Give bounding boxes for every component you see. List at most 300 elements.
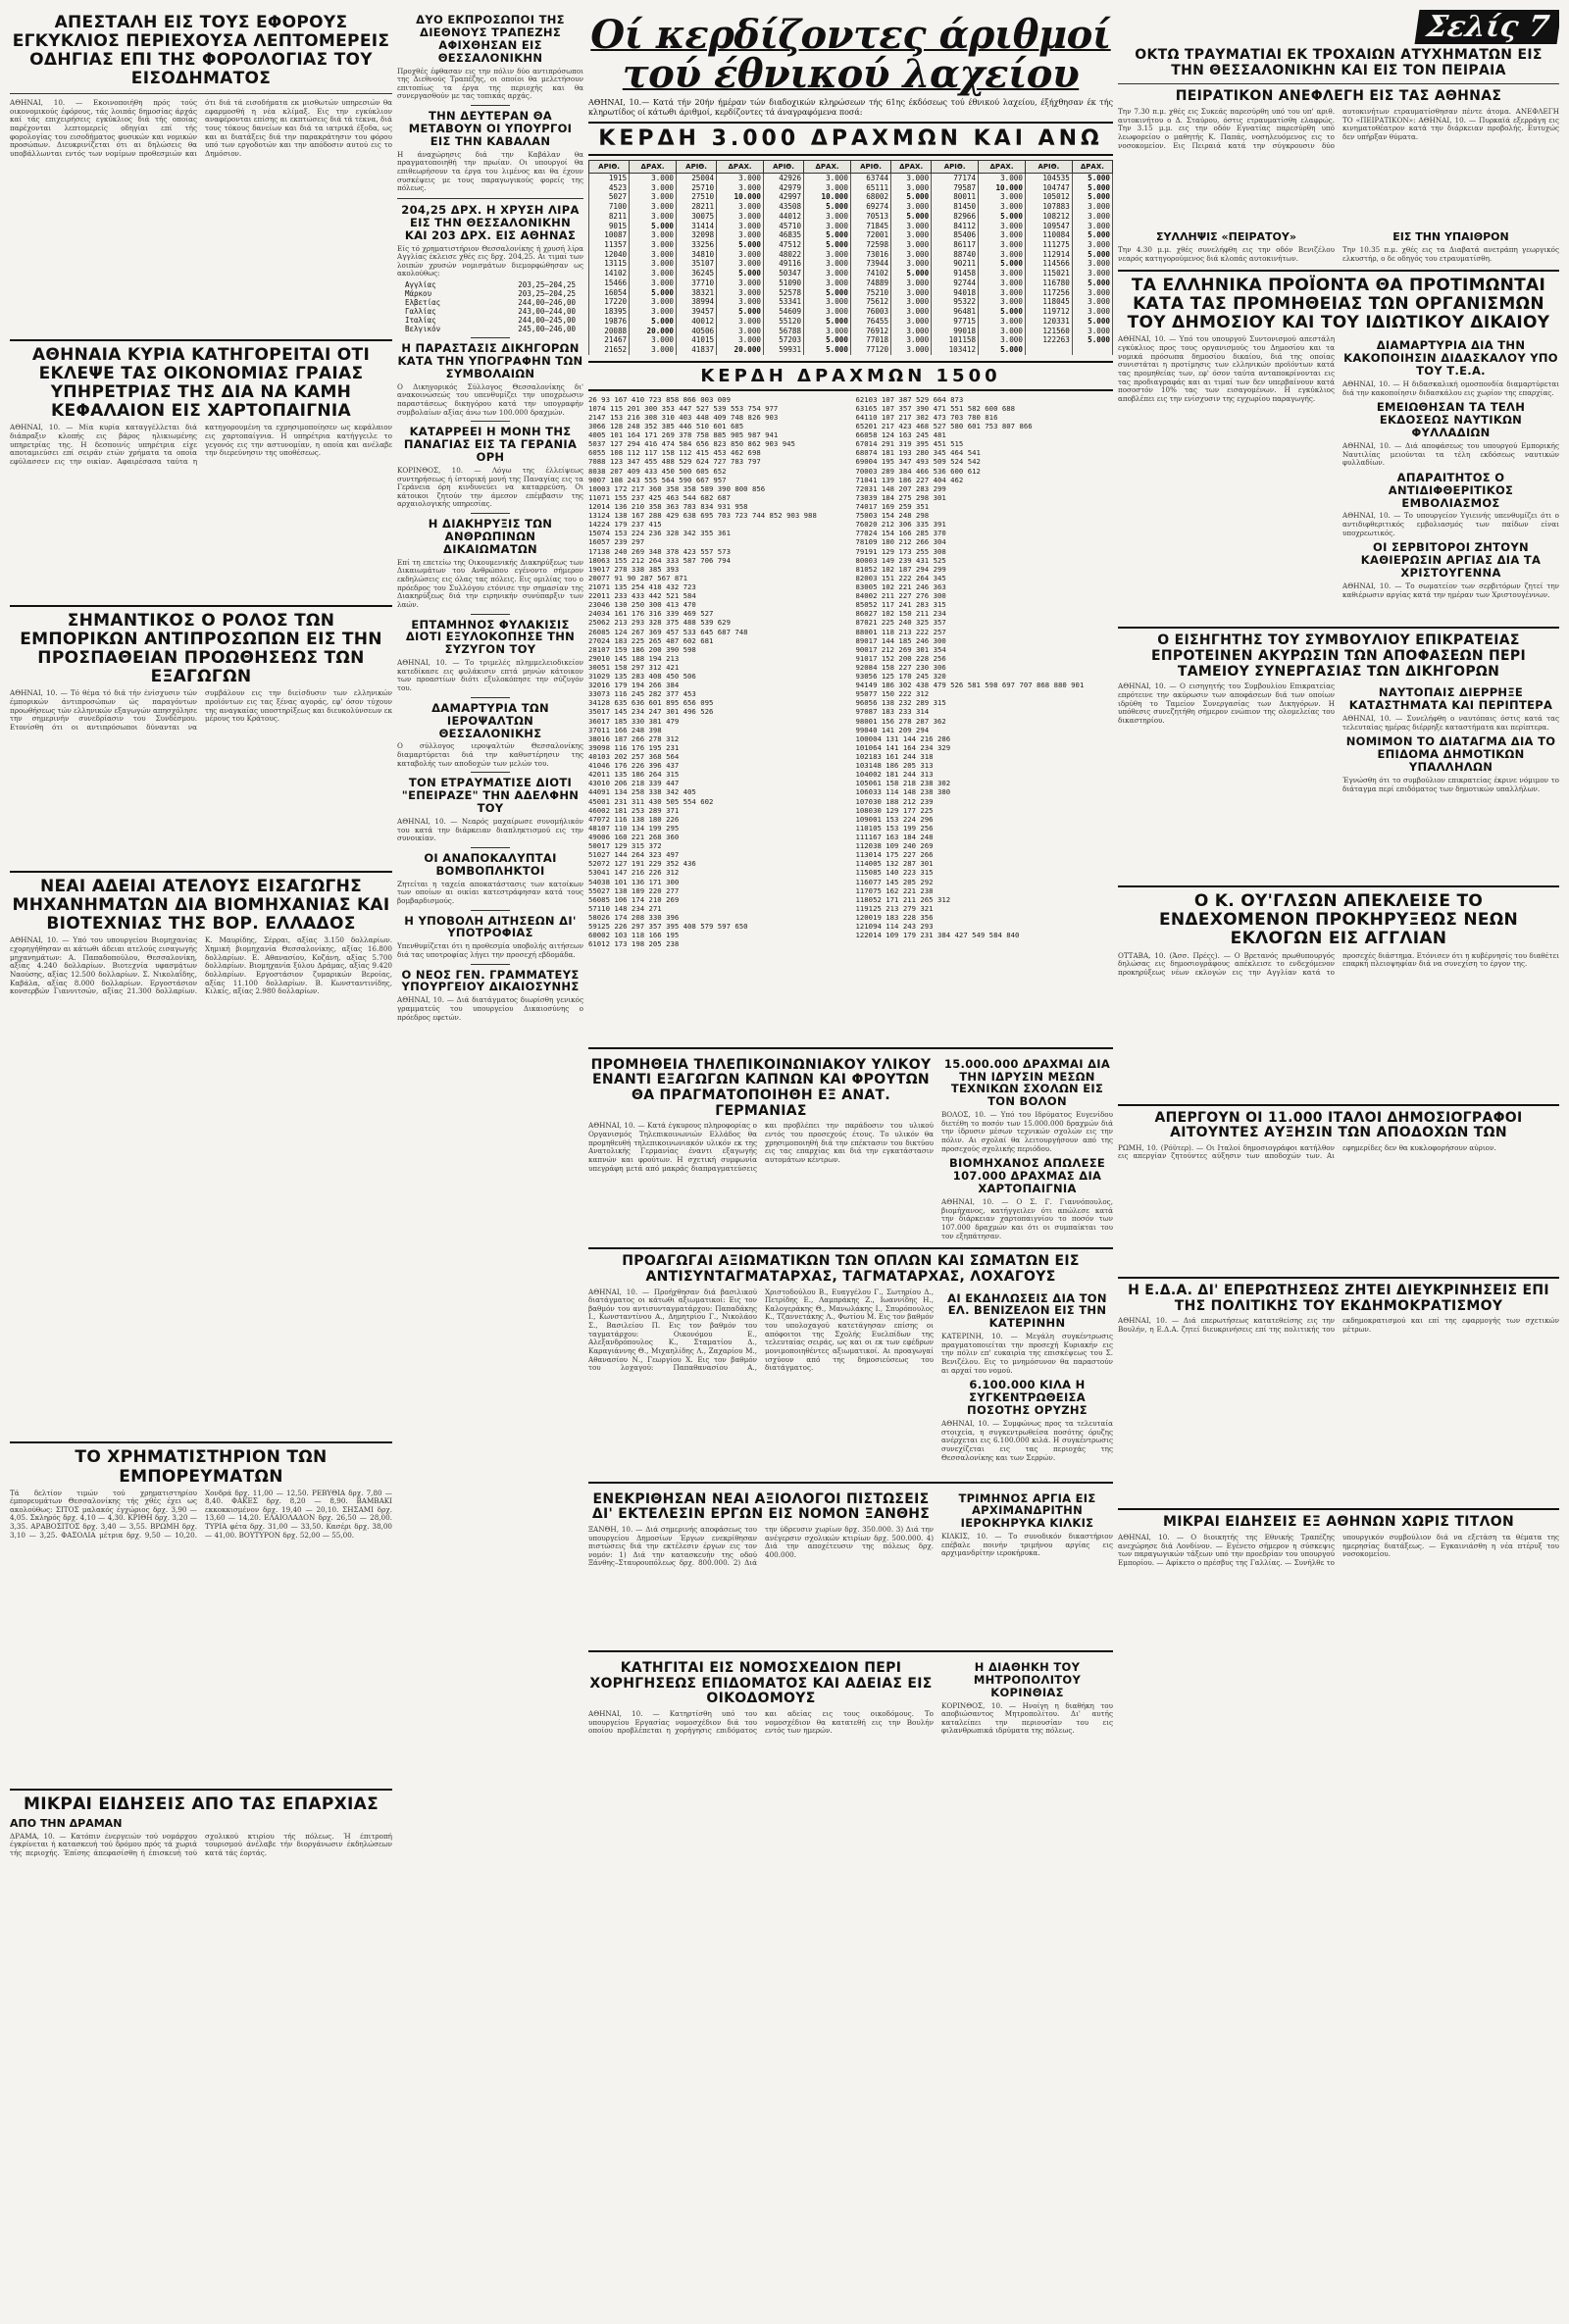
lottery-masthead: Οί κερδίζοντες άριθμοί τού έθνικού λαχείου <box>590 12 1111 97</box>
ticket-number: 120331 <box>1025 317 1072 327</box>
prize-amount: 5.000 <box>804 230 851 240</box>
ticket-number: 31414 <box>676 222 716 231</box>
ticket-number: 114566 <box>1025 259 1072 269</box>
ticket-number: 40506 <box>676 327 716 336</box>
ticket-number: 65111 <box>850 183 890 193</box>
gold-price-row <box>405 307 576 316</box>
prize-number-line: 78109 180 212 266 304 <box>855 537 946 547</box>
prize-amount: 10.000 <box>979 183 1026 193</box>
prize-amount: 3.000 <box>630 183 677 193</box>
ticket-number: 32098 <box>676 230 716 240</box>
ticket-number: 77018 <box>850 335 890 345</box>
ticket-number: 97715 <box>932 317 979 327</box>
prize-amount: 3.000 <box>717 183 764 193</box>
prize-amount: 3.000 <box>979 335 1026 345</box>
article-teacher-protest: ΑΘΗΝΑΙ, 10. — Η διδασκαλική ομοσπονδία διαμαρτύρεται διά την κακοποίησιν διδασκάλου εις χωρίον της επαρχίας. <box>1342 379 1559 397</box>
prize-number-line: 115085 140 223 315 <box>855 868 934 878</box>
prize-number-line: 108030 129 177 225 <box>855 805 934 815</box>
ticket-number: 43508 <box>763 202 803 212</box>
ticket-number: 48022 <box>763 250 803 260</box>
prize-number-line: 41046 176 226 396 437 <box>588 761 680 771</box>
prize-number-line: 79191 129 173 255 308 <box>855 546 946 556</box>
ticket-number: 104747 <box>1025 183 1072 193</box>
prize-number-line: 3066 128 248 352 385 446 510 601 685 <box>588 421 744 430</box>
ticket-number <box>1025 345 1072 355</box>
headline-builders-bill: ΚΑΤΗΓΙΤΑΙ ΕΙΣ ΝΟΜΟΣΧΕΔΙΟΝ ΠΕΡΙ ΧΟΡΗΓΗΣΕΩΣ ΕΠΙΔΟΜΑΤΟΣ ΚΑΙ ΑΔΕΙΑΣ ΕΙΣ ΟΙΚΟΔΟΜΟΥΣ <box>589 1659 933 1707</box>
prize-table-row <box>589 212 1113 222</box>
ticket-number: 47512 <box>763 240 803 250</box>
prize-table-row <box>589 327 1113 336</box>
headline-uk-elections: Ο Κ. ΟΥ'ΓΛΣΩΝ ΑΠΕΚΛΕΙΣΕ ΤΟ ΕΝΔΕΧΟΜΕΝΟΝ ΠΡΟΚΗΡΥΞΕΩΣ ΝΕΩΝ ΕΚΛΟΓΩΝ ΕΙΣ ΑΓΓΛΙΑΝ <box>1158 891 1519 949</box>
coin-price: 244,00—245,00 <box>518 316 576 326</box>
page-number-logo: Σελίς 7 <box>1415 10 1559 44</box>
prize-amount: 5.000 <box>804 240 851 250</box>
prize-amount: 3.000 <box>630 269 677 278</box>
ticket-number: 71845 <box>850 222 890 231</box>
prize-number-line: 53041 147 216 226 312 <box>588 868 680 878</box>
prize-number-line: 54038 101 136 171 300 <box>588 877 680 886</box>
prize-band-1500: ΚΕΡΔΗ ΔΡΑΧΜΩΝ 1500 <box>588 361 1113 391</box>
prize-amount: 3.000 <box>891 307 932 317</box>
prize-number-line: 103148 186 205 313 <box>855 761 934 771</box>
prize-number-line: 111167 163 184 248 <box>855 833 934 842</box>
prize-amount: 5.000 <box>717 269 764 278</box>
prize-number-line: 64110 107 217 302 473 703 780 816 <box>855 412 998 422</box>
prize-amount: 3.000 <box>891 345 932 355</box>
ticket-number: 80011 <box>932 192 979 202</box>
prize-table-header: ΑΡΙΘ. <box>932 161 979 174</box>
prize-amount: 3.000 <box>979 250 1026 260</box>
article-council-of-state: ΑΘΗΝΑΙ, 10. — Ο εισηγητής του Συμβουλίου Επικρατείας επρότεινε την ακύρωσιν των αποφάσεων διά των οποίων ιδρύθη το Ταμείον Συνεργασίας των Δικηγόρων. Η υπόθεσις συνεζητήθη σήμερον ενώπιον της ολομελείας του δικαστηρίου. <box>1118 682 1335 725</box>
ticket-number: 88740 <box>932 250 979 260</box>
headline-commercial-agents: ΣΗΜΑΝΤΙΚΟΣ Ο ΡΟΛΟΣ ΤΩΝ ΕΜΠΟΡΙΚΩΝ ΑΝΤΙΠΡΟΣΩΠΩΝ ΕΙΣ ΤΗΝ ΠΡΟΣΠΑΘΕΙΑΝ ΠΡΟΩΘΗΣΕΩΣ ΤΩΝ ΕΞΑΓΩΓΩΝ <box>20 611 382 687</box>
prize-amount: 5.000 <box>804 202 851 212</box>
ticket-number: 72598 <box>850 240 890 250</box>
prize-number-line: 5037 127 294 416 474 584 656 823 850 862 903 945 <box>588 439 795 449</box>
coin-price: 245,00—246,00 <box>518 325 576 334</box>
article-bomb-victims: Ζητείται η ταχεία αποκατάστασις των κατοίκων των οποίων αι οικίαι κατεστράφησαν κατά τους βομβαρδισμούς. <box>397 879 583 905</box>
headline-industrialist-cards: ΒΙΟΜΗΧΑΝΟΣ ΑΠΩΛΕΣΕ 107.000 ΔΡΑΧΜΑΣ ΔΙΑ ΧΑΡΤΟΠΑΙΓΝΙΑ <box>948 1156 1106 1196</box>
coin-name: Αγγλίας <box>405 280 436 290</box>
prize-number-line: 58026 174 208 330 396 <box>588 913 680 922</box>
prize-table-row <box>589 250 1113 260</box>
ticket-number: 44012 <box>763 212 803 222</box>
prize-number-line: 9007 108 243 555 564 590 667 957 <box>588 475 727 484</box>
prize-number-line: 19017 278 338 385 393 <box>588 564 680 574</box>
prize-number-line: 84002 211 227 276 300 <box>855 591 946 601</box>
prize-amount: 3.000 <box>891 250 932 260</box>
prize-number-line: 30051 158 297 312 421 <box>588 662 680 672</box>
ticket-number: 84112 <box>932 222 979 231</box>
prize-amount: 5.000 <box>979 259 1026 269</box>
ticket-number: 119712 <box>1025 307 1072 317</box>
prize-amount: 3.000 <box>630 307 677 317</box>
headline-cantors: ΔΑΜΑΡΤΥΡΙΑ ΤΩΝ ΙΕΡΟΨΑΛΤΩΝ ΘΕΣΣΑΛΟΝΙΚΗΣ <box>431 700 549 740</box>
ticket-number: 30075 <box>676 212 716 222</box>
prize-number-line: 66058 124 163 245 481 <box>855 430 946 440</box>
ticket-number: 96481 <box>932 307 979 317</box>
article-eda-interpellation: ΑΘΗΝΑΙ, 10. — Διά επερωτήσεως κατατεθείσης εις την Βουλήν, η Ε.Δ.Α. ζητεί διευκρινήσεις επί της πολιτικής του εκδημοκρατισμού και επί της εφαρμογής των σχετικών μέτρων. <box>1118 1317 1559 1334</box>
article-traffic-accidents: Την 7.30 π.μ. χθές εις Συκεάς παρεσύρθη υπό του υπ' αριθ. αυτοκινήτου ο Δ. Σταύρου, όστις ετραυματίσθη ελαφρώς. Την 3.15 μ.μ. εις την οδόν Εγνατίας παρεσύρθη υπό λεωφορείου ο μαθητής Κ. Παπάς, νοσηλευόμενος εις το νοσοκομείον. Εις Πειραιά κατά την σύγκρουσιν δύο αυτοκινήτων ετραυματίσθησαν πέντε άτομα. ΑΝΕΦΛΕΓΗ ΤΟ «ΠΕΙΡΑΤΙΚΟΝ»: ΑΘΗΝΑΙ, 10. — Πυρκαϊά εξερράγη εις κινηματοθέατρον κατά την διάρκειαν προβολής. Ευτυχώς δεν υπήρξαν θύματα. <box>1118 108 1559 150</box>
prize-amount: 3.000 <box>804 222 851 231</box>
article-monastery: ΚΟΡΙΝΘΟΣ, 10. — Λόγω της έλλείψεως συντηρήσεως ή ίστορική μονή της Παναγίας εις τα Γεράνεια όρη κινδυνεύει να καταρρεύση. Οι κάτοικοι ζητούν την άμεσον επέμβασιν της αρχαιολογικής υπηρεσίας. <box>397 465 583 509</box>
prize-amount: 3.000 <box>717 174 764 183</box>
prize-number-line: 26 93 167 410 723 858 866 003 009 <box>588 394 731 404</box>
prize-table-row <box>589 192 1113 202</box>
ticket-number: 13115 <box>589 259 630 269</box>
article-municipal-allowance: Έγνώσθη ότι το συμβούλιον επικρατείας έκρινε νόμιμον το διάταγμα περί επιδόματος των δημοτικών υπαλλήλων. <box>1342 776 1559 793</box>
prize-table-row <box>589 335 1113 345</box>
prize-number-line: 109001 153 224 296 <box>855 814 934 824</box>
ticket-number: 85406 <box>932 230 979 240</box>
prize-number-line: 56085 106 174 210 269 <box>588 894 680 904</box>
prize-amount: 3.000 <box>804 278 851 288</box>
article-waiters: ΑΘΗΝΑΙ, 10. — Το σωματείον των σερβιτόρων ζητεί την καθιέρωσιν αργίας κατά την ημέραν των Χριστουγέννων. <box>1342 581 1559 599</box>
prize-number-line: 17138 240 269 348 378 423 557 573 <box>588 546 731 556</box>
prize-amount: 3.000 <box>891 202 932 212</box>
headline-council-of-state: Ο ΕΙΣΗΓΗΤΗΣ ΤΟΥ ΣΥΜΒΟΥΛΙΟΥ ΕΠΙΚΡΑΤΕΙΑΣ ΕΠΡΟΤΕΙΝΕΝ ΑΚΥΡΩΣΙΝ ΤΩΝ ΑΠΟΦΑΣΕΩΝ ΠΕΡΙ ΤΑΜΕΙΟΥ ΣΥΝΕΡΓΑΣΙΑΣ ΤΩΝ ΔΙΚΗΓΟΡΩΝ <box>1151 632 1526 680</box>
ticket-number: 101158 <box>932 335 979 345</box>
prize-number-line: 105061 158 218 238 302 <box>855 779 951 788</box>
ticket-number: 46835 <box>763 230 803 240</box>
coin-name: Γαλλίας <box>405 307 436 317</box>
headline-traffic-accidents: ΟΚΤΩ ΤΡΑΥΜΑΤΙΑΙ ΕΚ ΤΡΟΧΑΙΩΝ ΑΤΥΧΗΜΑΤΩΝ ΕΙΣ ΤΗΝ ΘΕΣΣΑΛΟΝΙΚΗΝ ΚΑΙ ΕΙΣ ΤΟΝ ΠΕΙΡΑΙΑ <box>1135 47 1543 78</box>
gold-price-row <box>405 316 576 325</box>
prize-table-row <box>589 202 1113 212</box>
ticket-number: 72001 <box>850 230 890 240</box>
headline-municipal-allowance: ΝΟΜΙΜΟΝ ΤΟ ΔΙΑΤΑΓΜΑ ΔΙΑ ΤΟ ΕΠΙΔΟΜΑ ΔΗΜΟΤΙΚΩΝ ΥΠΑΛΛΗΛΩΝ <box>1345 734 1556 775</box>
prize-amount: 20.000 <box>630 327 677 336</box>
prize-number-line: 118052 171 211 265 312 <box>855 894 951 904</box>
prize-amount: 5.000 <box>979 345 1026 355</box>
prize-amount: 5.000 <box>1072 230 1112 240</box>
prize-number-line: 52072 127 191 229 352 436 <box>588 859 696 869</box>
coin-name: Ελβετίας <box>405 298 441 308</box>
prize-amount: 3.000 <box>891 259 932 269</box>
prize-number-line: 59125 226 297 357 395 408 579 597 650 <box>588 922 748 932</box>
prize-amount: 3.000 <box>1072 288 1112 298</box>
ticket-number: 19876 <box>589 317 630 327</box>
ticket-number: 36245 <box>676 269 716 278</box>
prize-amount: 5.000 <box>1072 183 1112 193</box>
article-industrialist-cards: ΑΘΗΝΑΙ, 10. — Ο Σ. Γ. Γιαννόπουλος, βιομήχανος, κατήγγειλεν ότι απώλεσε κατά την διάρκειαν χαρτοπαιγνίου το ποσόν των 107.000 δραχμών και ότι οι συμπαίκται του τον εξηπάτησαν. <box>941 1196 1113 1240</box>
prize-table-header: ΔΡΑΧ. <box>979 161 1026 174</box>
gold-price-row <box>405 298 576 307</box>
prize-number-line: 116077 145 205 292 <box>855 877 934 886</box>
prize-number-line: 46002 181 253 289 371 <box>588 805 680 815</box>
ticket-number: 37710 <box>676 278 716 288</box>
prize-number-line: 69004 195 347 493 509 524 542 <box>855 457 981 467</box>
prize-table-row <box>589 297 1113 307</box>
ticket-number: 121560 <box>1025 327 1072 336</box>
prize-number-line: 45001 231 311 430 505 554 602 <box>588 796 714 806</box>
prize-table-header: ΑΡΙΘ. <box>1025 161 1072 174</box>
prize-number-line: 10003 172 217 360 358 358 589 390 800 856 <box>588 483 766 493</box>
prize-table-row <box>589 230 1113 240</box>
prize-amount: 3.000 <box>630 202 677 212</box>
prize-number-line: 81052 102 187 294 299 <box>855 564 946 574</box>
column-second <box>397 10 583 2314</box>
article-metropolitan-will: ΚΟΡΙΝΘΟΣ, 10. — Ηνοίγη η διαθήκη του αποβιώσαντος Μητροπολίτου. Δι' αυτής καταλείπει την περιουσίαν του εις φιλανθρωπικά ιδρύματα της πόλεως. <box>941 1700 1113 1736</box>
coin-price: 203,25—204,25 <box>518 280 576 290</box>
prize-number-line: 14224 179 237 415 <box>588 520 662 530</box>
ticket-number: 110084 <box>1025 230 1072 240</box>
ticket-number: 73944 <box>850 259 890 269</box>
prize-number-line: 49006 160 221 268 360 <box>588 833 680 842</box>
prize-number-line: 20077 91 90 287 567 871 <box>588 573 688 582</box>
ticket-number: 76455 <box>850 317 890 327</box>
prize-number-line: 55027 138 189 220 277 <box>588 885 680 895</box>
prize-amount: 3.000 <box>1072 240 1112 250</box>
prize-number-line: 6055 108 112 117 158 112 415 453 462 698 <box>588 448 761 458</box>
prize-number-line: 35017 145 234 247 301 496 526 <box>588 707 714 717</box>
ticket-number: 57203 <box>763 335 803 345</box>
prize-amount: 5.000 <box>1072 174 1112 183</box>
prize-number-line: 72031 148 207 283 299 <box>855 483 946 493</box>
ticket-number: 1915 <box>589 174 630 183</box>
headline-prison-sentence: ΕΠΤΑΜΗΝΟΣ ΦΥΛΑΚΙΣΙΣ ΔΙΟΤΙ ΕΞΥΛΟΚΟΠΗΣΕ ΤΗΝ ΣΥΖΥΓΟΝ ΤΟΥ <box>405 617 576 657</box>
prize-number-line: 65201 217 423 468 527 580 601 753 807 866 <box>855 421 1033 430</box>
headline-rice: 6.100.000 ΚΙΛΑ Η ΣΥΓΚΕΝΤΡΩΘΕΙΣΑ ΠΟΣΟΤΗΣ ΟΡΥΖΗΣ <box>967 1378 1088 1418</box>
prize-number-line: 90017 212 269 301 354 <box>855 644 946 654</box>
prize-number-line: 117075 162 221 238 <box>855 885 934 895</box>
prize-number-line: 75003 154 248 298 <box>855 511 930 521</box>
prize-number-line: 4005 101 164 171 269 378 758 885 905 987 941 <box>588 430 779 440</box>
ticket-number: 75612 <box>850 297 890 307</box>
prize-number-line: 43010 206 218 339 447 <box>588 779 680 788</box>
ticket-number: 68002 <box>850 192 890 202</box>
prize-amount: 3.000 <box>979 278 1026 288</box>
prize-number-line: 13124 138 167 288 429 638 695 703 723 744 852 903 988 <box>588 511 817 521</box>
prize-number-line: 34128 635 636 601 895 656 095 <box>588 698 714 708</box>
article-stabbing: ΑΘΗΝΑΙ, 10. — Νεαρός μαχαίρωσε συνομήλικόν του κατά την διάρκειαν διαπληκτισμού εις την συνοικίαν. <box>397 816 583 843</box>
ticket-number: 107883 <box>1025 202 1072 212</box>
prize-amount: 3.000 <box>979 174 1026 183</box>
prize-amount: 3.000 <box>1072 307 1112 317</box>
prize-number-line: 94149 186 302 438 479 526 581 598 697 707 868 880 901 <box>855 681 1085 690</box>
ticket-number: 77174 <box>932 174 979 183</box>
prize-amount: 3.000 <box>717 222 764 231</box>
prize-amount: 5.000 <box>1072 250 1112 260</box>
headline-secretary-general: Ο ΝΕΟΣ ΓΕΝ. ΓΡΑΜΜΑΤΕΥΣ ΥΠΟΥΡΓΕΙΟΥ ΔΙΚΑΙΟΣΥΝΗΣ <box>401 967 580 994</box>
prize-amount: 3.000 <box>1072 327 1112 336</box>
prize-number-line: 122014 109 179 231 384 427 549 584 840 <box>855 931 1020 940</box>
prize-number-line: 23046 130 250 300 413 470 <box>588 600 696 610</box>
ticket-number: 18395 <box>589 307 630 317</box>
ticket-number: 42926 <box>763 174 803 183</box>
article-naval-fees: ΑΘΗΝΑΙ, 10. — Διά αποφάσεως του υπουργού Εμπορικής Ναυτιλίας μειούνται τα τέλη εκδόσεως ναυτικών φυλλαδίων. <box>1342 440 1559 468</box>
article-promotions: ΑΘΗΝΑΙ, 10. — Προήχθησαν διά βασιλικού διατάγματος οι κάτωθι αξιωματικοί: Εις τον βαθμόν του αντισυνταγματάρχου: Παπαδάκης Ι., Κωνσταντίνου Α., Δημητρίου Γ., Νικολάου Σ., Βασιλείου Π. Εις τον βαθμόν του ταγματάρχου: Οικονόμου Ε., Αλεξανδρόπουλος Κ., Σταματίου Δ., Καραγιάννης Θ., Μιχαηλίδης Λ., Ζαχαρίου Μ., Αθανασίου Ν., Γεωργίου Χ. Εις τον βαθμόν του λοχαγού: Παπαθανασίου Α., Χριστοδούλου Β., Ευαγγέλου Γ., Σωτηρίου Δ., Πετρίδης Ε., Λαμπράκης Ζ., Ιωαννίδης Η., Καλογεράκης Θ., Μανωλάκης Ι., Σπυρόπουλος Κ., Τζαννετάκης Λ., Φωτίου Μ. Εις τον βαθμόν του υπολοχαγού κατετάγησαν επίσης οι απόφοιτοι της Σχολής Ευελπίδων της τελευταίας σειράς, ως και οι εκ των εφέδρων μονιμοποιηθέντες αξιωματικοί. Αι προαγωγαί ισχύουν από της δημοσιεύσεως του διατάγματος. <box>588 1288 934 1373</box>
prize-number-line: 48107 110 134 199 295 <box>588 823 680 833</box>
headline-venizelos: ΑΙ ΕΚΔΗΛΩΣΕΙΣ ΔΙΑ ΤΟΝ ΕΛ. ΒΕΝΙΖΕΛΟΝ ΕΙΣ ΤΗΝ ΚΑΤΕΡΙΝΗΝ <box>947 1290 1107 1331</box>
prize-number-line: 16057 239 297 <box>588 537 645 547</box>
coin-name: Βελγικόν <box>405 325 441 334</box>
prize-number-line: 63165 107 357 390 471 551 582 600 688 <box>855 403 1016 413</box>
prize-amount: 3.000 <box>804 250 851 260</box>
prize-table-header: ΔΡΑΧ. <box>717 161 764 174</box>
lottery-lead: ΑΘΗΝΑΙ, 10.— Κατά τήν 20ήν ήμέραν τών διαδοχικών κληρώσεων τής 61ης έκδόσεως τού έθνικού λαχείου, έξήχθησαν έκ τής κληρωτίδος οί κάτωθι άριθμοί, κερδίζοντες τά άναγραφόμενα ποσά: <box>588 98 1113 117</box>
prize-number-line: 28107 159 186 200 390 598 <box>588 644 696 654</box>
prize-amount: 3.000 <box>630 250 677 260</box>
prize-number-line: 12014 136 210 358 363 783 834 931 958 <box>588 501 748 511</box>
ticket-number: 41837 <box>676 345 716 355</box>
prize-amount: 5.000 <box>979 307 1026 317</box>
prize-amount: 5.000 <box>804 335 851 345</box>
prize-amount: 10.000 <box>717 192 764 202</box>
prize-number-line: 71041 139 186 227 404 462 <box>855 475 964 484</box>
article-athens-brief-news: ΑΘΗΝΑΙ, 10. — Ο διοικητής της Εθνικής Τραπέζης ανεχώρησε διά Λονδίνον. — Εγένετο σήμερον η σύσκεψις των παραγωγικών τάξεων υπό την προεδρίαν του υπουργού Εμπορίου. — Αφίκετο ο πρέσβυς της Γαλλίας. — Συνήλθε το υπουργικόν συμβούλιον διά να εξετάση τα θέματα της ημερησίας διατάξεως. — Εγκαινιάσθη η νέα πτέρυξ του νοσοκομείου. <box>1118 1533 1559 1567</box>
ticket-number: 7100 <box>589 202 630 212</box>
ticket-number: 115021 <box>1025 269 1072 278</box>
ticket-number: 5027 <box>589 192 630 202</box>
prize-number-line: 102183 161 244 318 <box>855 752 934 762</box>
column-right <box>1118 10 1559 2314</box>
ticket-number: 54609 <box>763 307 803 317</box>
ticket-number: 42997 <box>763 192 803 202</box>
prize-amount: 3.000 <box>1072 269 1112 278</box>
ticket-number: 63744 <box>850 174 890 183</box>
prize-number-line: 85052 117 241 283 315 <box>855 600 946 610</box>
prize-number-line: 39098 116 176 195 231 <box>588 742 680 752</box>
ticket-number: 45710 <box>763 222 803 231</box>
gold-price-row <box>405 280 576 289</box>
ticket-number: 12040 <box>589 250 630 260</box>
prize-number-line: 86027 102 150 211 234 <box>855 609 946 619</box>
article-commercial-agents: ΑΘΗΝΑΙ, 10. — Τό θέμα τό διά τήν ένίσχυσιν τών έμπορικών άντιπροσώπων ώς παραγόντων προωθήσεως τών ελληνικών εξαγωγών απησχόλησε την σημερινήν συνεδρίασιν του Συνδέσμου. Ετονίσθη ότι οι αντιπρόσωποι δύνανται να συμβάλουν εις την διείσδυσιν των ελληνικών προϊόντων εις τας ξένας αγοράς, εφ' όσον τύχουν της αναγκαίας υποστηρίξεως και διευκολύνσεων εκ μέρους του Κράτους. <box>10 689 392 732</box>
column-left <box>10 10 392 2314</box>
prize-number-line: 120019 183 228 356 <box>855 913 934 922</box>
article-uk-elections: ΟΤΤΑΒΑ, 10. (Άσσ. Πρέςς). — Ο Βρετανός πρωθυπουργός δηλώσας εις δημοσιογράφους απέκλεισε το ενδεχόμενον προκηρύξεως νέων εκλογών εις την Αγγλίαν κατά το προσεχές διάστημα. Ετόνισεν ότι η κυβέρνησίς του διαθέτει επαρκή πλειοψηφίαν διά να συνεχίση το έργον της. <box>1118 951 1559 977</box>
prize-number-line: 8038 207 409 433 450 500 605 652 <box>588 466 727 476</box>
headline-bomb-victims: ΟΙ ΑΝΑΠΟΚΑΛΥΠΤΑΙ ΒΟΜΒΟΠΛΗΚΤΟΙ <box>424 850 557 878</box>
prize-number-line: 96056 138 232 289 315 <box>855 698 946 708</box>
article-countryside: Την 10.35 π.μ. χθές εις τα Διαβατά ανετράπη γεωργικός ελκυστήρ, ο δε οδηγός του ετραυματίσθη. <box>1342 245 1559 263</box>
prize-amount: 5.000 <box>804 345 851 355</box>
headline-scholarships: Η ΥΠΟΒΟΛΗ ΑΙΤΗΣΕΩΝ ΔΙ' ΥΠΟΤΡΟΦΙΑΣ <box>404 913 577 940</box>
prize-number-line: 104002 181 244 313 <box>855 770 934 780</box>
article-theft-card-games: ΑΘΗΝΑΙ, 10. — Μία κυρία καταγγέλλεται διά διάπραξιν κλοπής εις βάρος ηλικιωμένης υπηρετρίας της. Η δεσποινίς υπηρέτρια είχε αποταμιεύσει επί σειράν ετών χρήματα τα οποία εφύλασσεν εις την οικίαν. Αφαιρέσασα ταύτα η κατηγορουμένη τα εχρησιμοποίησεν ως κεφάλαιον εις χαρτοπαίγνια. Η υπηρέτρια κατήγγειλε το γεγονός εις την αστυνομίαν, η οποία και ανέλαβε την διερεύνησιν της υποθέσεως. <box>10 424 392 466</box>
article-provinces-news: ΔΡΑΜΑ, 10. — Κατόπιν ένεργειών τού νομάρχου έγκρίνεται ή κατασκευή τού δρόμου πρός τά χωριά τής περιοχής. Έπίσης άπεφασίσθη ή έπισκευή τού σχολικού κτιρίου τής πόλεως. Ή έπιτροπή τουρισμού άνέλαβε τήν διοργάνωσιν έκδηλώσεων κατά τάς έορτάς. <box>10 1832 392 1857</box>
prize-number-line: 47072 116 138 180 226 <box>588 814 680 824</box>
prize-number-line: 24034 161 176 316 339 469 527 <box>588 609 714 619</box>
ticket-number: 59931 <box>763 345 803 355</box>
headline-metropolitan-will: Η ΔΙΑΘΗΚΗ ΤΟΥ ΜΗΤΡΟΠΟΛΙΤΟΥ ΚΟΡΙΝΘΙΑΣ <box>973 1659 1082 1699</box>
headline-provinces-news: ΜΙΚΡΑΙ ΕΙΔΗΣΕΙΣ ΑΠΟ ΤΑΣ ΕΠΑΡΧΙΑΣ <box>24 1794 379 1814</box>
prize-amount: 20.000 <box>717 345 764 355</box>
prize-number-line: 97087 183 233 314 <box>855 707 930 717</box>
prize-number-line: 40103 202 257 368 564 <box>588 752 680 762</box>
prize-number-line: 22011 233 433 442 521 584 <box>588 591 696 601</box>
ticket-number: 38321 <box>676 288 716 298</box>
prize-amount: 3.000 <box>804 307 851 317</box>
prize-table-header: ΑΡΙΘ. <box>850 161 890 174</box>
prize-amount: 3.000 <box>717 278 764 288</box>
prize-amount: 3.000 <box>891 317 932 327</box>
ticket-number: 73016 <box>850 250 890 260</box>
ticket-number: 99018 <box>932 327 979 336</box>
ticket-number: 90211 <box>932 259 979 269</box>
ticket-number: 81450 <box>932 202 979 212</box>
prize-number-line: 42011 135 186 264 315 <box>588 770 680 780</box>
prize-number-line: 2147 153 216 308 310 403 448 409 748 826 903 <box>588 412 779 422</box>
prize-amount: 3.000 <box>717 202 764 212</box>
prize-amount: 3.000 <box>630 297 677 307</box>
prize-number-line: 33073 116 245 282 377 453 <box>588 689 696 699</box>
ticket-number: 74102 <box>850 269 890 278</box>
prize-amount: 3.000 <box>804 297 851 307</box>
ticket-number: 11357 <box>589 240 630 250</box>
ticket-number: 52578 <box>763 288 803 298</box>
prize-amount: 5.000 <box>717 307 764 317</box>
headline-volos-schools: 15.000.000 ΔΡΑΧΜΑΙ ΔΙΑ ΤΗΝ ΙΔΡΥΣΙΝ ΜΕΣΩΝ ΤΕΧΝΙΚΩΝ ΣΧΟΛΩΝ ΕΙΣ ΤΟΝ ΒΟΛΟΝ <box>943 1056 1111 1109</box>
ticket-number: 94018 <box>932 288 979 298</box>
coin-price: 243,00—244,00 <box>518 307 576 317</box>
prize-amount: 3.000 <box>717 259 764 269</box>
prize-amount: 3.000 <box>717 335 764 345</box>
article-telecom: ΑΘΗΝΑΙ, 10. — Κατά έγκυρους πληροφορίας ο Οργανισμός Τηλεπικοινωνιών Ελλάδος θα προμηθευθή τηλεπικοινωνιακόν υλικόν εκ της Ανατολικής Γερμανίας έναντι εξαγωγής καπνών και φρούτων. Η σχετική συμφωνία υπεγράφη μετά από μακράς διαπραγματεύσεις και προβλέπει την παράδοσιν του υλικού εντός του προσεχούς έτους. Το υλικόν θα χρησιμοποιηθή διά την επέκτασιν του δικτύου εις τας επαρχίας και διά την εγκατάστασιν αυτομάτων κέντρων. <box>588 1122 934 1173</box>
prize-table-row <box>589 288 1113 298</box>
subhead-drama: ΑΠΟ ΤΗΝ ΔΡΑΜΑΝ <box>10 1816 123 1830</box>
prize-table-header: ΑΡΙΘ. <box>763 161 803 174</box>
ticket-number: 14102 <box>589 269 630 278</box>
ticket-number: 75210 <box>850 288 890 298</box>
prize-amount: 3.000 <box>717 327 764 336</box>
prize-amount: 3.000 <box>891 297 932 307</box>
prize-table-header: ΔΡΑΧ. <box>804 161 851 174</box>
ticket-number: 103412 <box>932 345 979 355</box>
ticket-number: 42979 <box>763 183 803 193</box>
headline-human-rights: Η ΔΙΑΚΗΡΥΞΙΣ ΤΩΝ ΑΝΘΡΩΠΙΝΩΝ ΔΙΚΑΙΩΜΑΤΩΝ <box>428 517 553 556</box>
headline-teacher-protest: ΔΙΑΜΑΡΤΥΡΙΑ ΔΙΑ ΤΗΝ ΚΑΚΟΠΟΙΗΣΙΝ ΔΙΔΑΣΚΑΛΟΥ ΥΠΟ ΤΟΥ Τ.Ε.Α. <box>1343 338 1558 379</box>
prize-amount: 3.000 <box>979 288 1026 298</box>
ticket-number: 25004 <box>676 174 716 183</box>
headline-pirate-station: ΠΕΙΡΑΤΙΚΟΝ ΑΝΕΦΛΕΓΗ ΕΙΣ ΤΑΣ ΑΘΗΝΑΣ <box>1175 88 1502 105</box>
prize-number-line: 93056 125 170 245 320 <box>855 672 946 682</box>
prize-amount: 5.000 <box>717 240 764 250</box>
article-cantors: Ο σύλλογος ιεροψαλτών Θεσσαλονίκης διαμαρτύρεται διά την καθυστέρησιν της καταβολής των αποδοχών των μελών του. <box>397 741 583 768</box>
prize-amount: 5.000 <box>630 317 677 327</box>
prize-amount: 5.000 <box>891 212 932 222</box>
ticket-number: 35107 <box>676 259 716 269</box>
prize-amount: 3.000 <box>891 327 932 336</box>
headline-naval-fees: ΕΜΕΙΩΘΗΣΑΝ ΤΑ ΤΕΛΗ ΕΚΔΟΣΕΩΣ ΝΑΥΤΙΚΩΝ ΦΥΛΛΑΔΙΩΝ <box>1376 400 1526 440</box>
prize-amount: 3.000 <box>891 230 932 240</box>
prize-table-row <box>589 240 1113 250</box>
article-ship-boy: ΑΘΗΝΑΙ, 10. — Συνελήφθη ο ναυτόπαις όστις κατά τας τελευταίας ημέρας διέρρηξε καταστήματα και περίπτερα. <box>1342 714 1559 732</box>
headline-promotions: ΠΡΟΑΓΩΓΑΙ ΑΞΙΩΜΑΤΙΚΩΝ ΤΩΝ ΟΠΛΩΝ ΚΑΙ ΣΩΜΑΤΩΝ ΕΙΣ ΑΝΤΙΣΥΝΤΑΓΜΑΤΑΡΧΑΣ, ΤΑΓΜΑΤΑΡΧΑΣ, ΛΟΧΑΓΟΥΣ <box>622 1253 1080 1285</box>
prize-number-line: 121094 114 243 293 <box>855 922 934 932</box>
prize-amount: 3.000 <box>1072 297 1112 307</box>
column-center <box>588 10 1113 2314</box>
prize-number-line: 68074 181 193 280 345 464 541 <box>855 448 981 458</box>
prize-number-line: 73039 184 275 298 301 <box>855 492 946 502</box>
prize-amount: 3.000 <box>1072 202 1112 212</box>
prize-number-line: 44091 134 258 338 342 405 <box>588 787 696 797</box>
headline-athens-brief-news: ΜΙΚΡΑΙ ΕΙΔΗΣΕΙΣ ΕΞ ΑΘΗΝΩΝ ΧΩΡΙΣ ΤΙΤΛΟΝ <box>1163 1514 1514 1531</box>
prize-number-line: 98001 156 278 287 362 <box>855 716 946 726</box>
coin-name: Μάρκου <box>405 289 432 299</box>
prize-number-line: 27024 183 225 265 487 602 681 <box>588 635 714 645</box>
headline-ship-boy: ΝΑΥΤΟΠΑΙΣ ΔΙΕΡΡΗΞΕ ΚΑΤΑΣΤΗΜΑΤΑ ΚΑΙ ΠΕΡΙΠΤΕΡΑ <box>1348 685 1553 713</box>
prize-amount: 3.000 <box>979 240 1026 250</box>
prize-number-line: 92084 158 227 230 306 <box>855 662 946 672</box>
ticket-number: 55120 <box>763 317 803 327</box>
prize-number-line: 61012 173 198 205 238 <box>588 939 680 949</box>
ticket-number: 27510 <box>676 192 716 202</box>
prize-amount: 3.000 <box>891 222 932 231</box>
headline-telecom: ΠΡΟΜΗΘΕΙΑ ΤΗΛΕΠΙΚΟΙΝΩΝΙΑΚΟΥ ΥΛΙΚΟΥ ΕΝΑΝΤΙ ΕΞΑΓΩΓΩΝ ΚΑΠΝΩΝ ΚΑΙ ΦΡΟΥΤΩΝ ΘΑ ΠΡΑΓΜΑΤΟΠΟΙΗΘΗ ΕΞ ΑΝΑΤ. ΓΕΡΜΑΝΙΑΣ <box>590 1056 932 1119</box>
prize-number-line: 80003 149 239 431 525 <box>855 555 946 565</box>
